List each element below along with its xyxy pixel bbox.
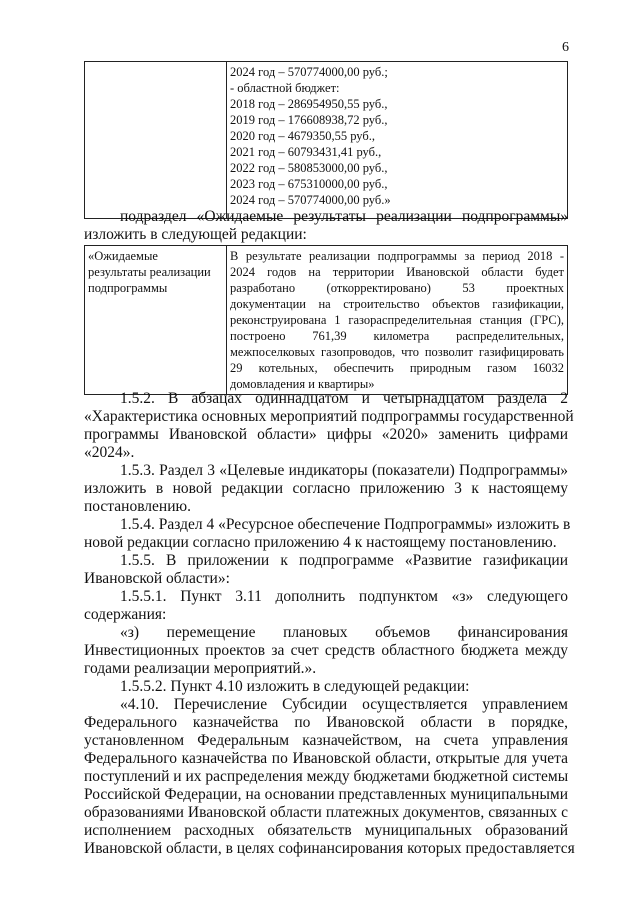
text-line: 1.5.5.2. Пункт 4.10 изложить в следующей редакции: xyxy=(120,678,470,695)
results-line: В результате реализации подпрограммы за период 2018 - xyxy=(230,249,564,263)
paragraph-subitem-z xyxy=(84,624,568,678)
text-line: содержания: xyxy=(84,606,167,623)
table-cell-label xyxy=(85,62,227,219)
results-line: домовладения и квартиры» xyxy=(230,377,375,391)
text-line: поступлений и их распределения между бюджетами бюджетной системы xyxy=(84,768,569,785)
funding-line: - областной бюджет: xyxy=(230,81,340,95)
text-line: «з) перемещение плановых объемов финансирования xyxy=(120,624,568,641)
results-line: реконструирована 1 газораспределительная станция (ГРС), xyxy=(230,313,564,327)
funding-table xyxy=(84,61,568,219)
table-cell-label xyxy=(85,246,227,395)
paragraph-4-10 xyxy=(84,696,575,858)
text-line: образованиями Ивановской области платежных документов, связанных с xyxy=(84,804,568,821)
table-cell-results xyxy=(227,246,568,395)
text-line: новой редакции согласно приложению 4 к настоящему постановлению. xyxy=(84,534,557,551)
paragraph-1-5-5 xyxy=(84,552,568,588)
text-line: 1.5.5.1. Пункт 3.11 дополнить подпунктом «з» следующего xyxy=(120,588,568,605)
funding-line: 2018 год – 286954950,55 руб., xyxy=(230,97,388,111)
text-line: годами реализации мероприятий.». xyxy=(84,660,317,677)
text-line: «2024». xyxy=(84,444,135,461)
text-line: Ивановской области, в целях софинансирования которых предоставляется xyxy=(84,840,575,857)
paragraph-1-5-5-1 xyxy=(84,588,568,624)
text-line: Инвестиционных проектов за счет средств областного бюджета между xyxy=(84,642,568,659)
table-row xyxy=(85,62,568,219)
document-body xyxy=(84,390,575,858)
funding-line: 2024 год – 570774000,00 руб.; xyxy=(230,65,388,79)
table-cell-funding xyxy=(227,62,568,219)
text-line: Ивановской области»: xyxy=(84,570,230,587)
results-line: построено 761,39 километра распределительных, xyxy=(230,329,564,343)
paragraph-1-5-4 xyxy=(84,516,571,552)
label-line: «Ожидаемые xyxy=(88,249,158,263)
table-row xyxy=(85,246,568,395)
text-line: «Характеристика основных мероприятий подпрограммы государственной xyxy=(84,408,574,425)
results-line: 2024 годов на территории Ивановской области будет xyxy=(230,265,564,279)
intro-paragraph xyxy=(84,208,568,244)
text-line: Федерального казначейства по Ивановской области в порядке, xyxy=(84,714,568,731)
text-line: 1.5.2. В абзацах одиннадцатом и четырнадцатом раздела 2 xyxy=(120,390,568,407)
text-line: 1.5.3. Раздел 3 «Целевые индикаторы (показатели) Подпрограммы» xyxy=(120,462,568,479)
results-line: документации на строительство объектов газификации, xyxy=(230,297,564,311)
page-number: 6 xyxy=(562,40,569,55)
text-line: изложить в новой редакции согласно приложению 3 к настоящему xyxy=(84,480,568,497)
paragraph-1-5-2 xyxy=(84,390,574,462)
expected-results-table xyxy=(84,245,568,395)
text-line: подраздел «Ожидаемые результаты реализации подпрограммы» xyxy=(120,208,568,225)
text-line: программы Ивановской области» цифры «2020» заменить цифрами xyxy=(84,426,568,443)
text-line: 1.5.5. В приложении к подпрограмме «Развитие газификации xyxy=(120,552,568,569)
paragraph-1-5-5-2 xyxy=(84,678,568,696)
text-line: установленном Федеральным казначейством, на счета управления xyxy=(84,732,568,749)
funding-line: 2021 год – 60793431,41 руб., xyxy=(230,145,382,159)
text-line: Российской Федерации, на основании представленных муниципальными xyxy=(84,786,568,803)
funding-line: 2023 год – 675310000,00 руб., xyxy=(230,177,388,191)
text-line: изложить в следующей редакции: xyxy=(84,226,307,243)
text-line: постановлению. xyxy=(84,498,191,515)
funding-line: 2020 год – 4679350,55 руб., xyxy=(230,129,375,143)
funding-line: 2022 год – 580853000,00 руб., xyxy=(230,161,388,175)
results-line: разработано (откорректировано) 53 проектных xyxy=(230,281,564,295)
paragraph-1-5-3 xyxy=(84,462,568,516)
text-line: «4.10. Перечисление Субсидии осуществляется управлением xyxy=(120,696,568,713)
results-line: межпоселковых газопроводов, что позволит газифицировать xyxy=(230,345,564,359)
funding-line: 2024 год – 570774000,00 руб.» xyxy=(230,193,391,207)
results-line: 29 котельных, обеспечить природным газом 16032 xyxy=(230,361,564,375)
text-line: исполнением расходных обязательств муниципальных образований xyxy=(84,822,568,839)
funding-line: 2019 год – 176608938,72 руб., xyxy=(230,113,388,127)
label-line: результаты реализации xyxy=(88,265,211,279)
text-line: 1.5.4. Раздел 4 «Ресурсное обеспечение Подпрограммы» изложить в xyxy=(120,516,571,533)
text-line: Федерального казначейства по Ивановской области, открытые для учета xyxy=(84,750,568,767)
label-line: подпрограммы xyxy=(88,281,168,295)
